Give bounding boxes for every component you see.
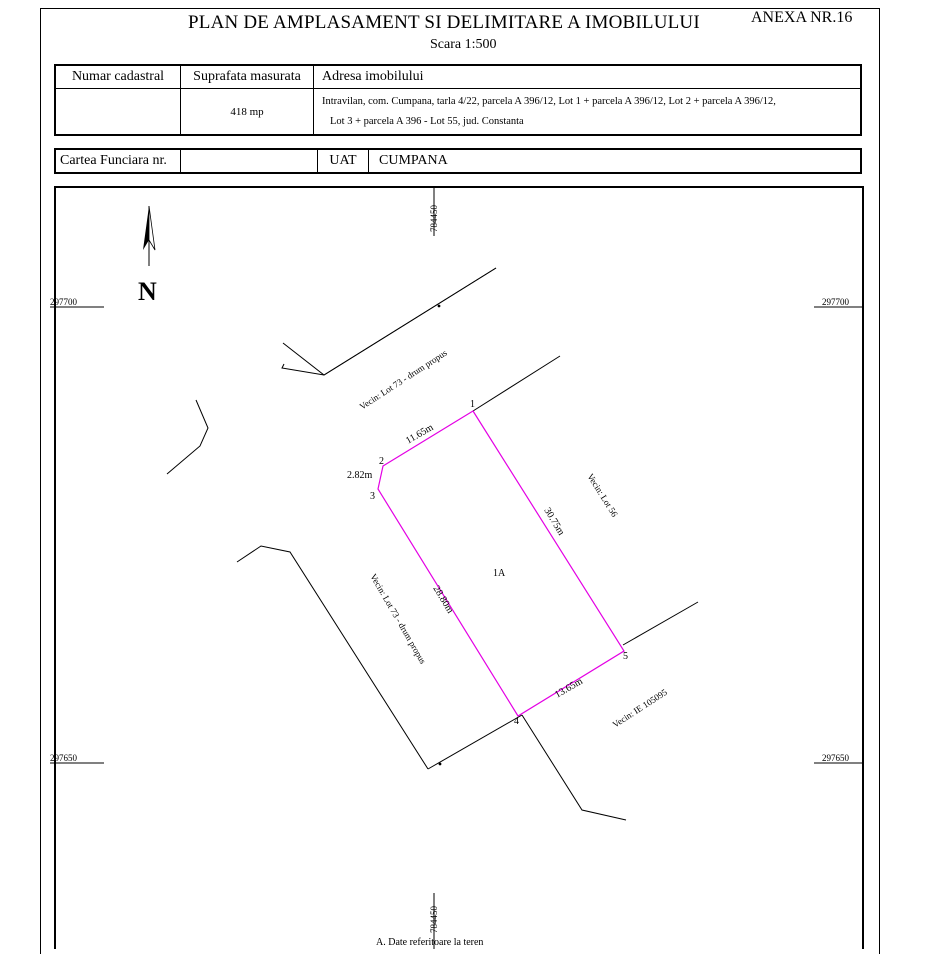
uat-value: CUMPANA [369, 149, 862, 173]
grid-label-y-lower-left: 297650 [50, 753, 77, 763]
land-book-label: Cartea Funciara nr. [55, 149, 181, 173]
parcel-label: 1A [493, 568, 506, 579]
document-title: PLAN DE AMPLASAMENT SI DELIMITARE A IMOBILULUI [188, 12, 700, 33]
boundary-marker [438, 305, 441, 308]
north-arrow-icon [143, 206, 155, 266]
header-cadastral-number: Numar cadastral [55, 65, 181, 89]
point-label-5: 5 [623, 651, 628, 662]
grid-label-y-lower-right: 297650 [822, 753, 849, 763]
grid-label-y-upper-left: 297700 [50, 297, 77, 307]
measured-surface-value: 418 mp [181, 89, 314, 136]
road-boundary-bottom [428, 715, 522, 769]
property-address-value [314, 89, 862, 136]
road-boundary-left-lower [237, 546, 428, 769]
distance-label-2-3: 2.82m [347, 470, 373, 481]
annex-label: ANEXA NR.16 [751, 9, 853, 26]
plan-drawing [50, 188, 862, 949]
parcel-outline [378, 411, 624, 716]
point-label-4: 4 [514, 716, 519, 727]
footer-note: A. Date referitoare la teren [376, 937, 484, 948]
point-label-1: 1 [470, 399, 475, 410]
neighbor-line-top-right [473, 356, 560, 411]
neighbor-label-bottom: Vecin: IE 105095 [610, 686, 669, 730]
scale-label: Scara 1:500 [430, 37, 497, 52]
distance-label-4-5: 13.65m [553, 675, 585, 701]
distance-label-3-4: 28.80m [430, 583, 456, 616]
road-boundary-top-corner [283, 268, 496, 375]
property-info-table [54, 64, 862, 136]
header-measured-surface: Suprafata masurata [181, 65, 314, 89]
boundary-marker [439, 763, 442, 766]
land-book-value [181, 149, 318, 173]
cadastral-number-value [55, 89, 181, 136]
neighbor-label-right: Vecin: Lot 56 [585, 471, 620, 519]
neighbor-line-right [623, 602, 698, 645]
grid-label-y-upper-right: 297700 [822, 297, 849, 307]
header-property-address: Adresa imobilului [314, 65, 862, 89]
distance-label-5-1: 30.75m [541, 505, 567, 538]
neighbor-label-left: Vecin: Lot 73 - drum propus [368, 572, 429, 666]
grid-label-x-top: 784450 [429, 205, 439, 232]
neighbor-label-top: Vecin: Lot 73 - drum propus [357, 347, 449, 412]
distance-label-1-2: 11.65m [404, 422, 436, 447]
road-boundary-top [282, 268, 496, 375]
land-book-table [54, 148, 862, 174]
neighbor-line-bottom [522, 715, 626, 820]
point-label-2: 2 [379, 456, 384, 467]
plan-drawing-frame [50, 186, 864, 949]
road-boundary-left-upper [167, 400, 208, 474]
uat-label: UAT [318, 149, 369, 173]
north-label: N [138, 277, 157, 306]
grid-label-x-bottom: 784450 [429, 906, 439, 933]
address-line-2: Lot 3 + parcela A 396 - Lot 55, jud. Constanta [330, 115, 524, 127]
address-line-1: Intravilan, com. Cumpana, tarla 4/22, parcela A 396/12, Lot 1 + parcela A 396/12, Lot 2 + parcela A 396/12, [322, 95, 776, 107]
point-label-3: 3 [370, 491, 375, 502]
